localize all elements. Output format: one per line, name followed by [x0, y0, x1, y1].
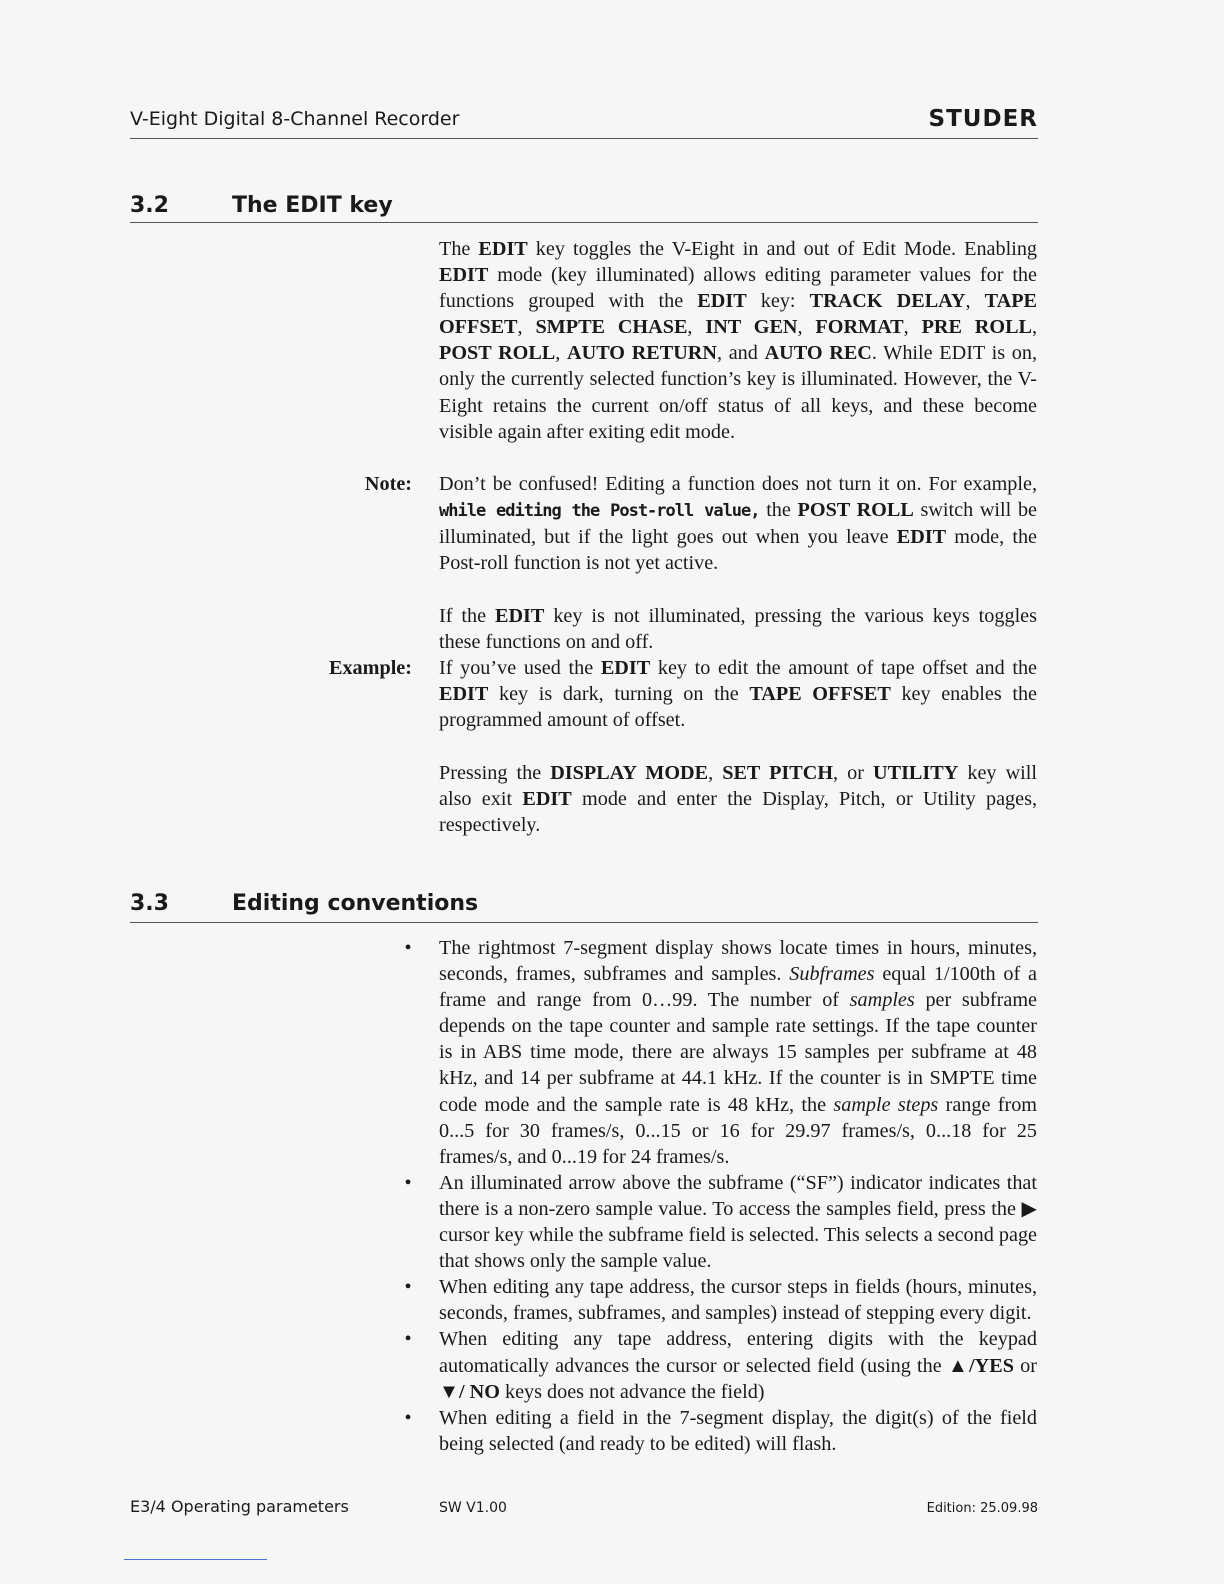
list-item: • When editing a field in the 7-segment display, the digit(s) of the field being selected (and ready to be edited) will flash.: [404, 1406, 1037, 1455]
list-item: • When editing any tape address, the cursor steps in fields (hours, minutes, seconds, frames, subframes, and samples) instead of stepping every digit.: [404, 1276, 1037, 1325]
bullet-icon: •: [404, 1328, 412, 1351]
section-3-2-rule: [130, 222, 1038, 223]
bullet-icon: •: [404, 1276, 412, 1299]
section-3-3-number: 3.3: [130, 891, 169, 916]
bullet-icon: •: [404, 1171, 412, 1194]
bullet-icon: •: [404, 1406, 412, 1429]
exit-edit-paragraph: Pressing the DISPLAY MODE, SET PITCH, or UTILITY key will also exit EDIT mode and enter the Display, Pitch, or Utility pages, respectively.: [439, 762, 1037, 837]
list-item: • The rightmost 7-segment display shows locate times in hours, minutes, seconds, frames, subframes and samples. Subframes equal 1/100th of a frame and range from 0…99. The number of samples per subframe depends on the tape counter and sample rate settings. If the tape counter is in ABS time mode, there are always 15 samples per subframe at 48 kHz, and 14 per subframe at 44.1 kHz. If the counter is in SMPTE time code mode and the sample rate is 48 kHz, the sample steps range from 0...5 for 30 frames/s, 0...15 or 16 for 29.97 frames/s, 0...18 for 25 frames/s, and 0...19 for 24 frames/s.: [404, 937, 1038, 1168]
note-paragraph: Don’t be confused! Editing a function does not turn it on. For example, while editing the Post-roll value, the POST ROLL switch will be illuminated, but if the light goes out when you leave EDIT mode, the Post-roll function is not yet active.: [439, 473, 1037, 575]
header-rule: [130, 138, 1038, 139]
footer-edition: Edition: 25.09.98: [926, 1501, 1038, 1516]
section-3-2-number: 3.2: [130, 193, 169, 218]
note-label: Note:: [364, 473, 412, 495]
edit-not-illuminated-paragraph: If the EDIT key is not illuminated, pressing the various keys toggles these functions on and off.: [439, 605, 1037, 654]
right-arrow-icon: ▶: [1021, 1197, 1037, 1220]
bottom-divider: [124, 1559, 267, 1560]
edit-key-intro: The EDIT key toggles the V-Eight in and out of Edit Mode. Enabling EDIT mode (key illuminated) allows editing parameter values for the functions grouped with the EDIT key: TRACK DELAY, TAPE OFFSET, SMPTE CHASE, INT GEN, FORMAT, PRE ROLL, POST ROLL, AUTO RETURN, and AUTO REC. While EDIT is on, only the currently selected function’s key is illuminated. However, the V-Eight retains the current on/off status of all keys, and these become visible again after exiting edit mode.: [439, 238, 1038, 443]
example-label: Example:: [329, 657, 412, 679]
list-item: • When editing any tape address, entering digits with the keypad automatically advances the cursor or selected field (using the ▲/YES or ▼/ NO keys does not advance the field): [404, 1328, 1037, 1403]
footer-software-version: SW V1.00: [439, 1500, 507, 1516]
footer-section: E3/4 Operating parameters: [130, 1497, 349, 1516]
section-3-2-title: The EDIT key: [232, 193, 393, 218]
header-title: V-Eight Digital 8-Channel Recorder: [130, 108, 460, 130]
section-3-3-rule: [130, 922, 1038, 923]
example-paragraph: If you’ve used the EDIT key to edit the amount of tape offset and the EDIT key is dark, turning on the TAPE OFFSET key enables the programmed amount of offset.: [439, 657, 1038, 732]
studer-logo: STUDER: [928, 106, 1038, 132]
section-3-3-title: Editing conventions: [232, 891, 479, 916]
list-item: • An illuminated arrow above the subframe (“SF”) indicator indicates that there is a non-zero sample value. To access the samples field, press the ▶ cursor key while the subframe field is selected. This selects a second page that shows only the sample value.: [404, 1171, 1037, 1273]
bullet-icon: •: [404, 937, 412, 959]
editing-conventions-list: [404, 935, 1038, 1457]
